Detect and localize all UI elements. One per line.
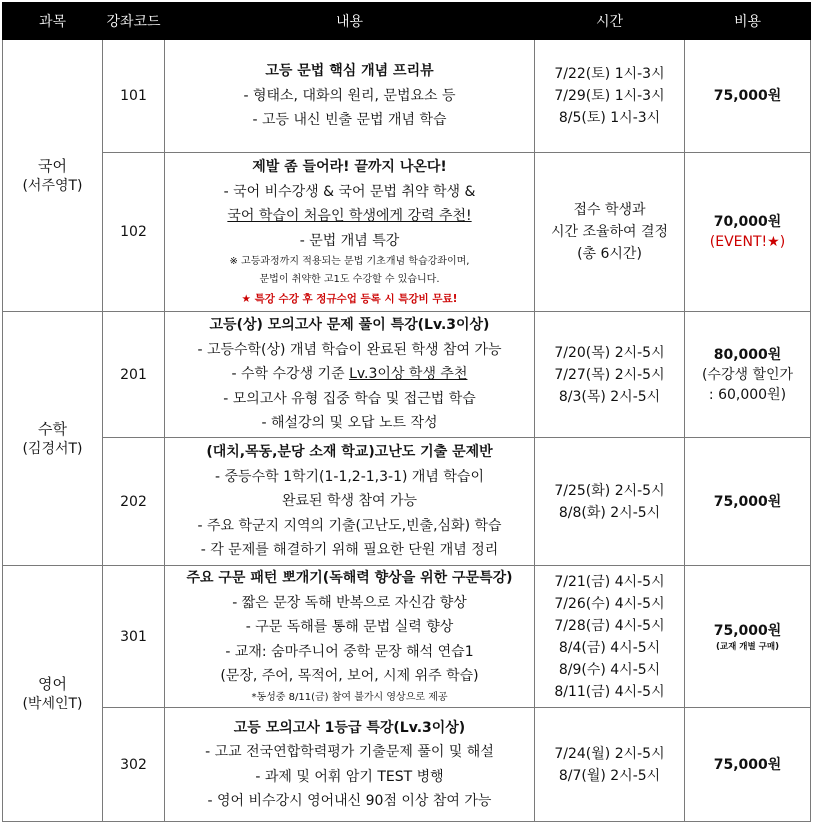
course-code: 201 [103, 312, 165, 438]
teacher-name: (서주영T) [22, 177, 83, 194]
course-title: 제발 좀 들어라! 끝까지 나온다! [252, 159, 447, 175]
content-line-underlined: 국어 학습이 처음인 학생에게 강력 추천! [227, 208, 472, 224]
course-fee [685, 708, 811, 822]
content-line: - 교재: 숨마주니어 중학 문장 해석 연습1 [225, 643, 474, 660]
course-schedule-table [2, 2, 811, 822]
teacher-name: (김경서T) [22, 440, 83, 457]
course-content [165, 438, 535, 566]
course-title: 주요 구문 패턴 뽀개기(독해력 향상을 위한 구문특강) [186, 570, 513, 587]
time-line: 7/24(월) 2시-5시 [554, 745, 665, 762]
time-line: 8/5(토) 1시-3시 [558, 110, 661, 126]
content-line: - 고등수학(상) 개념 학습이 완료된 학생 참여 가능 [197, 341, 502, 358]
table-row [3, 438, 811, 566]
course-time [535, 312, 685, 438]
time-line: 7/26(수) 4시-5시 [554, 595, 665, 612]
subject-cell-math [3, 312, 103, 566]
fee-discount: (수강생 할인가 [701, 366, 794, 383]
course-content [165, 312, 535, 438]
content-line: - 중등수학 1학기(1-1,2-1,3-1) 개념 학습이 [215, 468, 484, 485]
event-note: ★ 특강 수강 후 정규수업 등록 시 특강비 무료! [241, 293, 458, 305]
course-time [535, 708, 685, 822]
course-code: 101 [103, 40, 165, 153]
fee-amount: 80,000원 [713, 346, 782, 363]
time-line: 8/4(금) 4시-5시 [558, 639, 661, 656]
table-row [3, 40, 811, 153]
course-fee [685, 312, 811, 438]
header-fee: 비용 [685, 3, 811, 40]
course-title: 고등 문법 핵심 개념 프리뷰 [265, 63, 434, 80]
content-line-prefix: - 수학 수강생 기준 [231, 366, 350, 383]
table-row [3, 566, 811, 708]
time-line: 7/28(금) 4시-5시 [554, 617, 665, 634]
course-time [535, 40, 685, 153]
content-line: - 과제 및 어휘 암기 TEST 병행 [255, 768, 444, 785]
content-line: 완료된 학생 참여 가능 [281, 493, 418, 510]
fee-amount: 70,000원 [713, 214, 782, 230]
fee-event: (EVENT!★) [709, 234, 786, 250]
header-row [3, 3, 811, 40]
time-line: 8/9(수) 4시-5시 [558, 661, 661, 678]
content-line: - 짧은 문장 독해 반복으로 자신감 향상 [232, 594, 467, 611]
header-time: 시간 [535, 3, 685, 40]
content-line: - 모의고사 유형 집중 학습 및 접근법 학습 [223, 390, 476, 407]
content-line: - 형태소, 대화의 원리, 문법요소 등 [243, 87, 456, 104]
time-line: 7/25(화) 2시-5시 [554, 482, 665, 499]
content-line: - 고등 내신 빈출 문법 개념 학습 [252, 112, 447, 129]
fee-amount: 75,000원 [713, 622, 782, 639]
content-line: - 고교 전국연합학력평가 기출문제 풀이 및 해설 [205, 744, 494, 760]
teacher-name: (박세인T) [22, 695, 83, 712]
content-note: ※ 고등과정까지 적용되는 문법 기초개념 학습강좌이며, [229, 256, 470, 267]
content-line: - 문법 개념 특강 [299, 232, 400, 249]
course-fee [685, 438, 811, 566]
fee-amount: 75,000원 [713, 493, 782, 510]
course-title: 고등(상) 모의고사 문제 풀이 특강(Lv.3이상) [209, 317, 490, 334]
fee-discount-amount: : 60,000원) [708, 386, 787, 403]
subject-cell-korean [3, 40, 103, 312]
subject-name: 영어 [38, 674, 67, 693]
subject-name: 수학 [38, 419, 67, 438]
subject-cell-english [3, 566, 103, 822]
course-code: 202 [103, 438, 165, 566]
header-code: 강좌코드 [103, 3, 165, 40]
content-line: - 영어 비수강시 영어내신 90점 이상 참여 가능 [207, 793, 492, 809]
time-line: (총 6시간) [577, 246, 642, 262]
table-row [3, 153, 811, 312]
subject-name: 국어 [38, 156, 67, 175]
time-line: 시간 조율하여 결정 [550, 224, 669, 240]
course-content [165, 153, 535, 312]
course-time [535, 438, 685, 566]
fee-amount: 75,000원 [713, 88, 782, 104]
course-content [165, 708, 535, 822]
content-line [165, 362, 534, 387]
content-line: - 주요 학군지 지역의 기출(고난도,빈출,심화) 학습 [197, 517, 502, 534]
course-code: 301 [103, 566, 165, 708]
fee-note: (교재 개별 구매) [716, 641, 779, 652]
time-line: 접수 학생과 [573, 202, 646, 218]
content-note: 문법이 취약한 고1도 수강할 수 있습니다. [259, 274, 440, 285]
content-note: *동성중 8/11(금) 참여 불가시 영상으로 제공 [251, 691, 448, 703]
header-subject: 과목 [3, 3, 103, 40]
time-line: 7/20(목) 2시-5시 [554, 344, 665, 361]
time-line: 7/27(목) 2시-5시 [554, 366, 665, 383]
course-code: 102 [103, 153, 165, 312]
content-line: - 해설강의 및 오답 노트 작성 [261, 415, 438, 432]
time-line: 7/29(토) 1시-3시 [554, 88, 665, 104]
fee-amount: 75,000원 [713, 756, 782, 773]
content-line: - 각 문제를 해결하기 위해 필요한 단원 개념 정리 [200, 542, 499, 559]
content-line-underlined: Lv.3이상 학생 추천 [349, 366, 468, 383]
course-fee [685, 566, 811, 708]
time-line: 7/22(토) 1시-3시 [554, 66, 665, 82]
course-content [165, 566, 535, 708]
table-row [3, 312, 811, 438]
course-code: 302 [103, 708, 165, 822]
time-line: 8/3(목) 2시-5시 [558, 388, 661, 405]
course-time [535, 153, 685, 312]
course-fee [685, 153, 811, 312]
course-time [535, 566, 685, 708]
header-content: 내용 [165, 3, 535, 40]
time-line: 7/21(금) 4시-5시 [554, 573, 665, 590]
course-title: (대치,목동,분당 소재 학교)고난도 기출 문제반 [206, 444, 493, 461]
time-line: 8/11(금) 4시-5시 [554, 683, 665, 700]
course-fee [685, 40, 811, 153]
content-line: - 구문 독해를 통해 문법 실력 향상 [245, 619, 454, 636]
course-title: 고등 모의고사 1등급 특강(Lv.3이상) [233, 719, 466, 736]
course-content [165, 40, 535, 153]
content-line: - 국어 비수강생 & 국어 문법 취약 학생 & [223, 183, 476, 200]
content-line: (문장, 주어, 목적어, 보어, 시제 위주 학습) [220, 668, 479, 685]
time-line: 8/8(화) 2시-5시 [558, 504, 661, 521]
table-row [3, 708, 811, 822]
time-line: 8/7(월) 2시-5시 [558, 767, 661, 784]
